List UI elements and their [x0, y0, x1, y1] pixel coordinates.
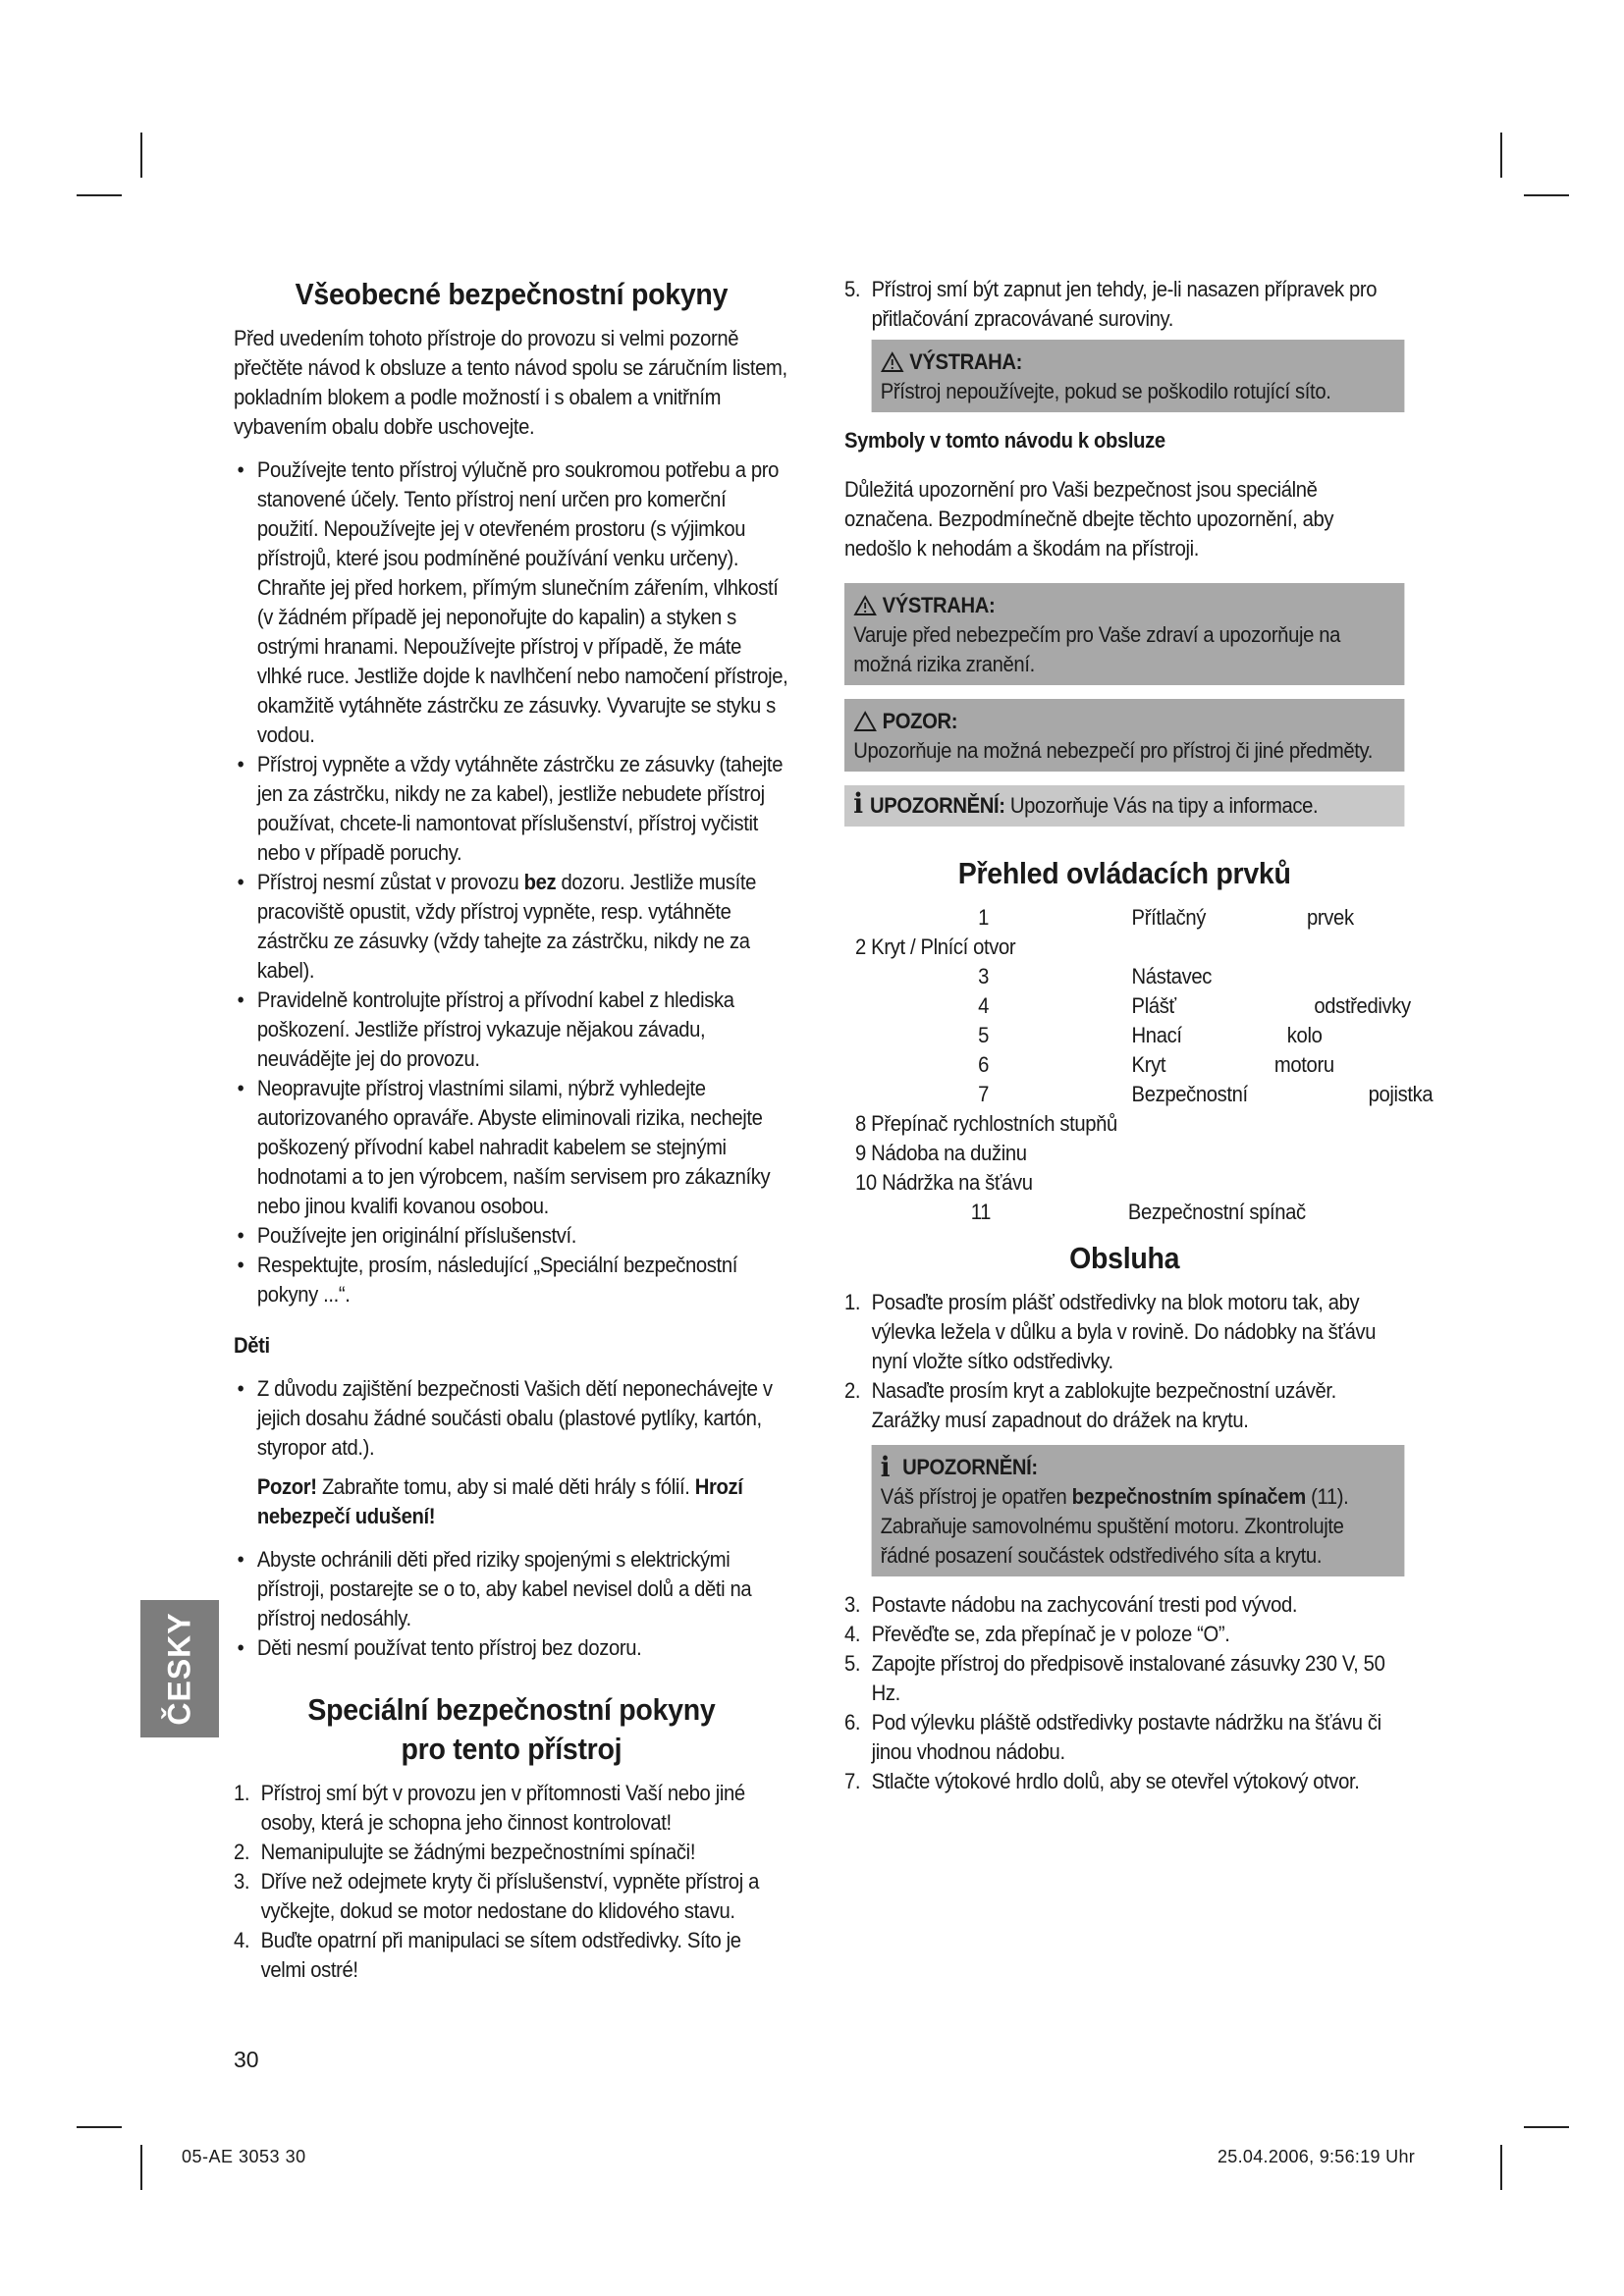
list-item: • Abyste ochránili děti před riziky spojenými s elektrickými přístroji, postarejte se o to, aby kabel nevisel dolů a děti na přístroj nedosáhly.	[234, 1545, 789, 1633]
crop-mark	[77, 2126, 122, 2128]
symbols-heading: Symboly v tomto návodu k obsluze	[844, 428, 1165, 453]
crop-mark	[1524, 2126, 1569, 2128]
warning-box: VÝSTRAHA: Přístroj nepoužívejte, pokud se poškodilo rotující síto.	[872, 340, 1405, 412]
controls-row: 3 Nástavec	[978, 964, 1212, 988]
warning-triangle-icon	[853, 595, 877, 616]
special-safety-list	[234, 1779, 789, 1985]
controls-row: 9 Nádoba na dužinu	[855, 1141, 1027, 1165]
list-item: • Používejte jen originální příslušenství.	[234, 1221, 789, 1251]
controls-row: 4 Plášť odstředivky	[978, 993, 1411, 1018]
list-item: 4. Převěďte se, zda přepínač je v poloze “O”.	[844, 1622, 1230, 1646]
special-safety-title: Speciální bezpečnostní pokyny	[307, 1692, 716, 1727]
list-item: • Z důvodu zajištění bezpečnosti Vašich dětí neponechávejte v jejich dosahu žádné součásti obalu (plastové pytlíky, kartón, styropor atd.).	[234, 1374, 789, 1463]
list-item: • Respektujte, prosím, následující „Speciální bezpečnostní pokyny ...“.	[234, 1251, 789, 1309]
list-item: • Neopravujte přístroj vlastními silami, nýbrž vyhledejte autorizovaného opraváře. Abyste eliminovali rizika, nechejte poškozený přívodní kabel nahradit kabelem se stejnými hodnotami a to jen výrobcem, naším servisem pro zákazníky nebo jinou kvalifi kovanou osobou.	[234, 1074, 789, 1221]
special-safety-subtitle: pro tento přístroj	[401, 1732, 623, 1766]
crop-mark	[77, 194, 122, 196]
children-caution: Pozor! Zabraňte tomu, aby si malé děti hrály s fólií. Hrozí nebezpečí udušení!	[256, 1474, 743, 1528]
right-column	[844, 275, 1434, 1796]
controls-row: 7 Bezpečnostní pojistka	[978, 1082, 1434, 1106]
controls-row: 6 Kryt motoru	[978, 1052, 1334, 1077]
caution-box: POZOR: Upozorňuje na možná nebezpečí pro přístroj či jiné předměty.	[844, 699, 1404, 772]
list-item: 1. Přístroj smí být v provozu jen v přítomnosti Vaší nebo jiné osoby, která je schopna jeho činnost kontrolovat!	[234, 1781, 745, 1835]
controls-row: 5 Hnací kolo	[978, 1023, 1323, 1047]
controls-row: 11 Bezpečnostní spínač	[970, 1200, 1306, 1224]
list-item: 1. Posaďte prosím plášť odstředivky na blok motoru tak, aby výlevka ležela v důlku a byla v rovině. Do nádobky na šťávu nyní vložte sítko odstředivky.	[844, 1290, 1377, 1373]
crop-mark	[1524, 194, 1569, 196]
list-item: 3. Postavte nádobu na zachycování tresti pod vývod.	[844, 1592, 1298, 1617]
page-number: 30	[234, 2047, 259, 2072]
info-icon: i	[880, 1451, 891, 1483]
controls-row: 2 Kryt / Plnící otvor	[855, 934, 1016, 959]
special-safety-list-continued	[844, 275, 1404, 334]
note-box: i UPOZORNĚNÍ: Váš přístroj je opatřen bezpečnostním spínačem (11). Zabraňuje samovolnému spuštění motoru. Zkontrolujte řádné posazení součástek odstředivého síta a krytu.	[872, 1445, 1405, 1576]
crop-mark	[140, 133, 142, 178]
operation-list	[844, 1288, 1404, 1435]
list-item: 2. Nasaďte prosím kryt a zablokujte bezpečnostní uzávěr. Zarážky musí zapadnout do drážek na krytu.	[844, 1378, 1336, 1432]
controls-row: 1 Přítlačný prvek	[978, 905, 1354, 930]
crop-mark	[140, 2145, 142, 2190]
list-item: 3. Dříve než odejmete kryty či příslušenství, vypněte přístroj a vyčkejte, dokud se motor nedostane do klidového stavu.	[234, 1869, 759, 1923]
caution-triangle-icon	[853, 711, 877, 732]
list-item: • Děti nesmí používat tento přístroj bez dozoru.	[234, 1633, 789, 1663]
list-item: • Pravidelně kontrolujte přístroj a přívodní kabel z hlediska poškození. Jestliže přístroj vykazuje nějakou závadu, neuvádějte jej do provozu.	[234, 986, 789, 1074]
children-list-2	[234, 1545, 789, 1663]
crop-mark	[1500, 133, 1502, 178]
list-item: • Používejte tento přístroj výlučně pro soukromou potřebu a pro stanovené účely. Tento přístroj není určen pro komerční použití. Nepoužívejte jej v otevřeném prostoru (s výjimkou přístrojů, které jsou podmíněné používání venku určeny). Chraňte jej před horkem, přímým slunečním zářením, vlhkostí (v žádném případě jej neponořujte do kapalin) a styken s ostrými hranami. Nepoužívejte přístroj v případě, že máte vlhké ruce. Jestliže dojde k navlhčení nebo namočení přístroje, okamžitě vytáhněte zástrčku ze zásuvky. Vyvarujte se styku s vodou.	[234, 455, 789, 750]
warning-box: VÝSTRAHA: Varuje před nebezpečím pro Vaše zdraví a upozorňuje na možná rizika zranění.	[844, 583, 1404, 685]
controls-row: 8 Přepínač rychlostních stupňů	[855, 1111, 1117, 1136]
operation-list-2	[844, 1590, 1404, 1796]
left-column	[234, 275, 789, 1985]
list-item: 6. Pod výlevku pláště odstředivky postavte nádržku na šťávu či jinou vhodnou nádobu.	[844, 1710, 1381, 1764]
symbols-paragraph: Důležitá upozornění pro Vaši bezpečnost jsou speciálně označena. Bezpodmínečně dbejte těchto upozornění, aby nedošlo k nehodám a škodám na přístroji.	[844, 477, 1334, 561]
list-item: 4. Buďte opatrní při manipulaci se sítem odstředivky. Síto je velmi ostré!	[234, 1928, 741, 1982]
list-item: 5. Přístroj smí být zapnut jen tehdy, je-li nasazen přípravek pro přitlačování zpracovávané suroviny.	[844, 277, 1378, 331]
language-tab	[140, 1600, 219, 1737]
controls-row: 10 Nádržka na šťávu	[855, 1170, 1033, 1195]
general-safety-title: Všeobecné bezpečnostní pokyny	[295, 277, 729, 311]
children-list	[234, 1374, 789, 1463]
language-tab-label: ČESKY	[161, 1612, 197, 1726]
intro-paragraph: Před uvedením tohoto přístroje do provozu si velmi pozorně přečtěte návod k obsluze a tento návod spolu se záručním listem, pokladním blokem a podle možností i s obalem a vnitřním vybavením obalu dobře uschovejte.	[234, 326, 787, 439]
list-item: 5. Zapojte přístroj do předpisově instalované zásuvky 230 V, 50 Hz.	[844, 1651, 1385, 1705]
safety-list	[234, 455, 789, 1309]
children-heading: Děti	[234, 1333, 270, 1358]
note-box: i UPOZORNĚNÍ: Upozorňuje Vás na tipy a informace.	[844, 785, 1404, 827]
list-item: 2. Nemanipulujte se žádnými bezpečnostními spínači!	[234, 1840, 696, 1864]
info-icon: i	[853, 787, 863, 820]
footer-file-info: 05-AE 3053 30	[182, 2147, 306, 2166]
operation-title: Obsluha	[1069, 1241, 1180, 1275]
list-item: 7. Stlačte výtokové hrdlo dolů, aby se otevřel výtokový otvor.	[844, 1769, 1360, 1793]
crop-mark	[1500, 2145, 1502, 2190]
warning-triangle-icon	[881, 351, 904, 373]
controls-title: Přehled ovládacích prvků	[957, 856, 1291, 890]
list-item: • Přístroj nesmí zůstat v provozu bez dozoru. Jestliže musíte pracoviště opustit, vždy přístroj vypněte, resp. vytáhněte zástrčku ze zásuvky (vždy tahejte za zástrčku, nikdy ne za kabel).	[234, 868, 789, 986]
footer-timestamp: 25.04.2006, 9:56:19 Uhr	[1218, 2147, 1416, 2166]
controls-list	[844, 903, 1434, 1227]
list-item: • Přístroj vypněte a vždy vytáhněte zástrčku ze zásuvky (tahejte jen za zástrčku, nikdy ne za kabel), jestliže nebudete přístroj používat, chcete-li namontovat příslušenství, přístroj vyčistit nebo v případě poruchy.	[234, 750, 789, 868]
